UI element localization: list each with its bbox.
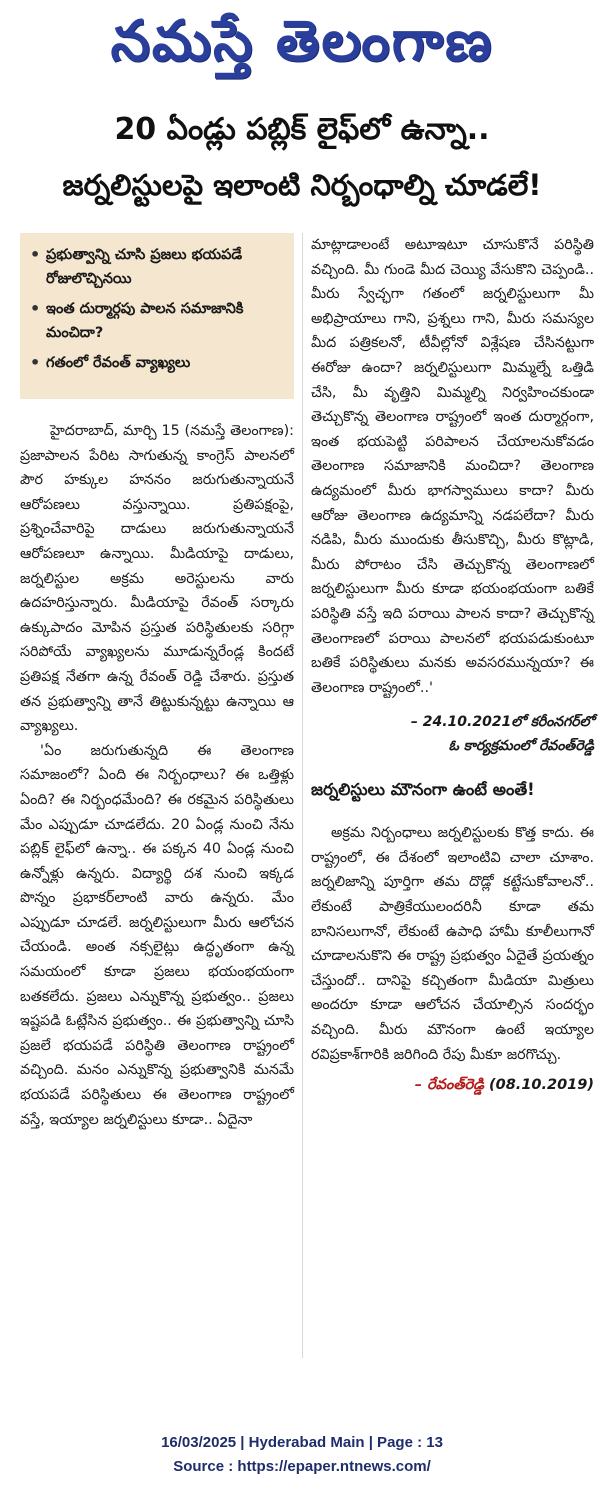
left-column: [20, 233, 294, 1132]
article-paragraph-1: హైదరాబాద్, మార్చి 15 (నమస్తే తెలంగాణ): ప్రజాపాలన పేరిట సాగుతున్న కాంగ్రెస్ పాలనలో పౌర హక్కుల హననం జరుగుతున్నాయనే ఆరోపణలు వస్తున్నాయి. ప్రతిపక్షంపై, ప్రశ్నించేవారిపై దాడులు జరుగుతున్నాయనే ఆరోపణలూ ఉన్నాయి. మీడియాపై దాడులు, జర్నలిస్టుల అక్రమ అరెస్టులను వారు ఉదహరిస్తున్నారు. మీడియాపై రేవంత్ సర్కారు ఉక్కుపాదం మోపిన ప్రస్తుత పరిస్థితులకు సరిగ్గా సరిపోయే వ్యాఖ్యలను మూడున్నరేండ్ల కిందటే ప్రతిపక్ష నేతగా ఉన్న రేవంత్ రెడ్డి చేశారు. ప్రస్తుత తన ప్రభుత్వాన్ని తానే తిట్టుకున్నట్టు ఉన్నాయి ఆ వ్యాఖ్యలు.: [20, 423, 294, 735]
column-divider: [302, 233, 303, 1358]
footer-edition-info: 16/03/2025 | Hyderabad Main | Page : 13: [161, 1434, 443, 1451]
highlight-item: • గతంలో రేవంత్ వ్యాఖ్యలు: [28, 351, 286, 375]
article-paragraph-3: మాట్లాడాలంటే అటూఇటూ చూసుకొనే పరిస్థితి వచ్చింది. మీ గుండె మీద చెయ్యి వేసుకొని చెప్పండి.. మీరు స్వేచ్ఛగా గతంలో జర్నలిస్టులుగా మీ అభిప్రాయాలు గాని, ప్రశ్నలు గాని, మీరు సమస్యల మీద పత్రికలనో, టీవీల్లోనో విశ్లేషణ చేసినట్టుగా ఈరోజు ఉందా? జర్నలిస్టులుగా మిమ్మల్నే ఒత్తిడి చేసి, మీ వృత్తిని మిమ్మల్ని నిర్వహించకుండా తెచ్చుకొన్న తెలంగాణ రాష్ట్రంలో ఇంత దుర్మార్గంగా, ఇంత భయపెట్టి పరిపాలన చేయాలనుకోవడం తెలంగాణ సమాజానికి మంచిదా? తెలంగాణ ఉద్యమంలో మీరు భాగస్వాములు కాదా? మీరు ఆరోజు తెలంగాణ ఉద్యమాన్ని నడపలేదా? మీరు నడిపి, మీరు ముందుకు తీసుకొచ్చి, మీరు కొట్లాడి, మీరు పోరాటం చేసి తెచ్చుకొన్న తెలంగాణలో జర్నలిస్టులుగా మీరు కూడా భయంభయంగా బతికే పరిస్థితి వస్తే ఇది పరాయి పాలన కాదా? తెచ్చుకొన్న తెలంగాణలో పరాయి పాలనలో భయపడుకుంటూ బతికే పరిస్థితులు మనకు అవసరమున్నయా? ఈ తెలంగాణ రాష్ట్రంలో..': [311, 237, 594, 696]
quote-attribution-1: – 24.10.2021లో కరీంనగర్‌లో ఓ కార్యక్రమంలో రేవంత్‌రెడ్డి: [410, 714, 594, 755]
masthead: [0, 8, 604, 88]
masthead-logo: నమస్తే తెలంగాణ: [110, 8, 494, 74]
headline-line-2: జర్నలిస్టులపై ఇలాంటి నిర్బంధాల్ని చూడలే!: [62, 168, 542, 202]
article-subhead: జర్నలిస్టులు మౌనంగా ఉంటే అంతే!: [311, 780, 535, 800]
article-paragraph-2: 'ఏం జరుగుతున్నది ఈ తెలంగాణ సమాజంలో? ఏంది ఈ నిర్బంధాలు? ఈ ఒత్తిళ్లు ఏంది? ఈ నిర్బంధమేంది? ఈ రకమైన పరిస్థితులు మేం ఎప్పుడూ చూడలేదు. 20 ఏండ్ల నుంచి నేను పబ్లిక్ లైఫ్‌లో ఉన్నా.. ఈ పక్కన 40 ఏండ్ల నుంచి ఉన్నోళ్లు ఉన్నరు. విద్యార్థి దశ నుంచి ఇక్కడ పొన్నం ప్రభాకర్‌లాంటి వారు ఉన్నరు. మేం ఎప్పుడూ చూడలే. జర్నలిస్టులుగా మీరు ఆలోచన చేయండి. అంత నక్సలైట్లు ఉద్ధృతంగా ఉన్న సమయంలో కూడా ప్రజలు భయంభయంగా బతకలేదు. ప్రజలు ఎన్నుకొన్న ప్రభుత్వం.. ప్రజలు ఇష్టపడి ఓట్లేసిన ప్రభుత్వం.. ఈ ప్రభుత్వాన్ని చూసి ప్రజలే భయపడే పరిస్థితి తెలంగాణ రాష్ట్రంలో వచ్చింది. మనం ఎన్నుకొన్న ప్రభుత్వానికి మనమే భయపడే పరిస్థితులు ఈ తెలంగాణ రాష్ట్రంలో వస్తే, ఇయ్యాల జర్నలిస్టులు కూడా.. ఏదైనా: [20, 742, 294, 1128]
highlight-item: • ఇంత దుర్మార్గపు పాలన సమాజానికి మంచిదా?: [30, 299, 244, 341]
article-paragraph-4: అక్రమ నిర్బంధాలు జర్నలిస్టులకు కొత్త కాదు. ఈ రాష్ట్రంలో, ఈ దేశంలో ఇలాంటివి చాలా చూశాం. జర్నలిజాన్ని పూర్తిగా తమ దొడ్లో కట్టేసుకోవాలనో.. లేకుంటే పాత్రికేయులందరినీ కూడా తమ బానిసలుగానో, లేకుంటే ఉపాధి హామీ కూలీలుగానో చూడాలనుకొని ఈ రాష్ట్ర ప్రభుత్వం ఏదైతే ప్రయత్నం చేస్తుందో.. దానిపై కచ్చితంగా మీడియా మిత్రులు అందరూ కూడా ఆలోచన చేయాల్సిన సందర్భం వచ్చింది. మీరు మౌనంగా ఉంటే ఇయ్యాల రవిప్రకాశ్‌గారికి జరిగింది రేపు మీకూ జరగొచ్చు.: [311, 825, 594, 1063]
bullet-icon: •: [30, 299, 41, 318]
quote-attribution-2: – రేవంత్‌రెడ్డి (08.10.2019): [414, 1077, 594, 1094]
bullet-icon: •: [30, 245, 41, 264]
bullet-icon: •: [30, 353, 41, 372]
highlights-box: [20, 233, 294, 399]
highlight-item: • ప్రభుత్వాన్ని చూసి ప్రజలు భయపడే రోజులొచ్చినయి: [30, 245, 243, 287]
headline-line-1: 20 ఏండ్లు పబ్లిక్ లైఫ్‌లో ఉన్నా..: [114, 112, 490, 147]
right-column: [311, 233, 594, 1097]
footer-source: Source : https://epaper.ntnews.com/: [173, 1458, 431, 1475]
